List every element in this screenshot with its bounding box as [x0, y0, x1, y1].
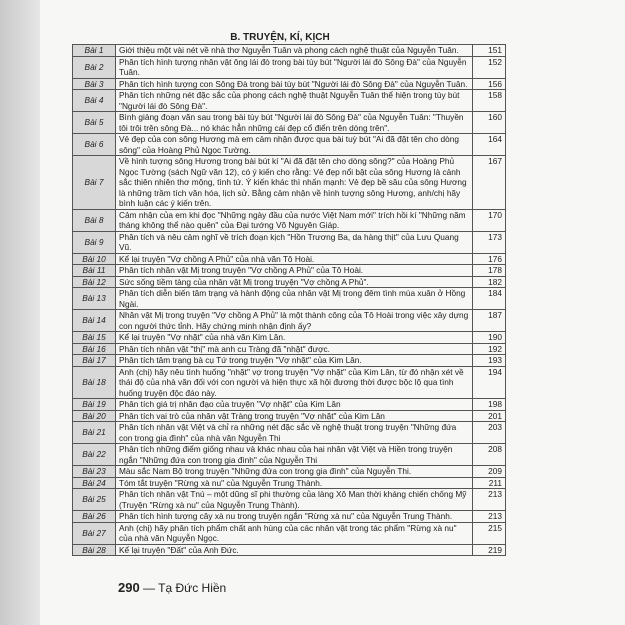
toc-row-title: Phân tích hình tượng con Sông Đà trong bài tùy bút "Người lái đò Sông Đà" của Nguyễn Tuân.	[116, 78, 473, 90]
toc-row-title: Phân tích nhân vật Việt và chỉ ra những nét đặc sắc về nghệ thuật trong truyện "Những đứa con trong gia đình" của nhà văn Nguyễn Thi	[116, 422, 473, 444]
toc-row-label: Bài 9	[73, 231, 116, 253]
toc-row-label: Bài 22	[73, 444, 116, 466]
toc-row-label: Bài 11	[73, 265, 116, 277]
toc-row-page: 152	[473, 56, 506, 78]
toc-row-page: 182	[473, 276, 506, 288]
toc-row-title: Phân tích diễn biến tâm trạng và hành động của nhân vật Mị trong đêm tình mùa xuân ở Hồng Ngài.	[116, 288, 473, 310]
toc-row-title: Phân tích tâm trạng bà cụ Tứ trong truyện "Vợ nhặt" của Kim Lân.	[116, 355, 473, 367]
toc-row-page: 151	[473, 45, 506, 57]
toc-row-title: Phân tích nhân vật "thị" mà anh cu Tràng đã "nhặt" được.	[116, 343, 473, 355]
toc-row-page: 192	[473, 343, 506, 355]
toc-row	[73, 410, 506, 422]
toc-row-page: 201	[473, 410, 506, 422]
toc-row-page: 193	[473, 355, 506, 367]
toc-row-page: 176	[473, 253, 506, 265]
toc-row-page: 215	[473, 522, 506, 544]
toc-row-label: Bài 19	[73, 399, 116, 411]
toc-row	[73, 45, 506, 57]
toc-row-label: Bài 20	[73, 410, 116, 422]
toc-row-title: Kể lại truyện "Vợ nhặt" của nhà văn Kim Lân.	[116, 332, 473, 344]
toc-row	[73, 511, 506, 523]
toc-row-title: Anh (chị) hãy phân tích phẩm chất anh hùng của các nhân vật trong tác phẩm "Rừng xà nu" của nhà văn Nguyễn Ngọc.	[116, 522, 473, 544]
toc-row-title: Cảm nhận của em khi đọc "Những ngày đầu của nước Việt Nam mới" trích hồi kí "Những năm tháng không thể nào quên" của Đại tướng Võ Nguyên Giáp.	[116, 209, 473, 231]
toc-row	[73, 355, 506, 367]
toc-row-title: Sức sống tiềm tàng của nhân vật Mị trong truyện "Vợ chồng A Phủ".	[116, 276, 473, 288]
toc-row-title: Phân tích và nêu cảm nghĩ về trích đoạn kịch "Hồn Trương Ba, da hàng thịt" của Lưu Quang Vũ.	[116, 231, 473, 253]
toc-row	[73, 444, 506, 466]
toc-row	[73, 265, 506, 277]
toc-table	[72, 44, 506, 556]
toc-row-label: Bài 3	[73, 78, 116, 90]
toc-row-page: 184	[473, 288, 506, 310]
toc-row-label: Bài 17	[73, 355, 116, 367]
toc-row-page: 167	[473, 156, 506, 210]
toc-row-title: Phân tích giá trị nhân đạo của truyện "Vợ nhặt" của Kim Lân	[116, 399, 473, 411]
toc-row-title: Phân tích nhân vật Mị trong truyện "Vợ chồng A Phủ" của Tô Hoài.	[116, 265, 473, 277]
toc-row-title: Phân tích hình tượng nhân vật ông lái đò trong bài tùy bút "Người lái đò Sông Đà" của Nguyễn Tuân.	[116, 56, 473, 78]
toc-row-label: Bài 14	[73, 310, 116, 332]
toc-row-label: Bài 5	[73, 112, 116, 134]
toc-row	[73, 477, 506, 489]
toc-row	[73, 231, 506, 253]
toc-row-page: 213	[473, 511, 506, 523]
toc-row	[73, 112, 506, 134]
toc-row	[73, 466, 506, 478]
toc-row	[73, 90, 506, 112]
page-footer	[118, 580, 226, 595]
toc-row-title: Màu sắc Nam Bộ trong truyện "Những đứa con trong gia đình" của Nguyễn Thi.	[116, 466, 473, 478]
toc-row	[73, 209, 506, 231]
toc-row-label: Bài 28	[73, 544, 116, 556]
toc-row	[73, 489, 506, 511]
toc-row-page: 164	[473, 134, 506, 156]
toc-row-title: Giới thiệu một vài nét về nhà thơ Nguyễn Tuân và phong cách nghệ thuật của Nguyễn Tuân.	[116, 45, 473, 57]
toc-row-label: Bài 13	[73, 288, 116, 310]
toc-row-title: Bình giảng đoạn văn sau trong bài tùy bút "Người lái đò Sông Đà" của Nguyễn Tuân: "Thuyền tôi trôi trên sông Đà... nó khác hẳn những cái đẹp cổ điển trên dòng trên".	[116, 112, 473, 134]
toc-row-title: Phân tích hình tượng cây xà nu trong truyện ngắn "Rừng xà nu" của Nguyễn Trung Thành.	[116, 511, 473, 523]
toc-row	[73, 544, 506, 556]
toc-row-title: Kể lại truyện "Vợ chồng A Phủ" của nhà văn Tô Hoài.	[116, 253, 473, 265]
toc-row-page: 156	[473, 78, 506, 90]
toc-row-page: 211	[473, 477, 506, 489]
toc-row-title: Phân tích những điểm giống nhau và khác nhau của hai nhân vật Việt và Hiền trong truyện ngắn "Những đứa con trong gia đình" của Nguyễn Thi	[116, 444, 473, 466]
toc-body	[73, 45, 506, 556]
toc-row	[73, 288, 506, 310]
footer-page-number: 290	[118, 580, 140, 595]
toc-row-title: Vẻ đẹp của con sông Hương mà em cảm nhận được qua bài tuỳ bút "Ai đã đặt tên cho dòng sông" của Hoàng Phủ Ngọc Tường.	[116, 134, 473, 156]
toc-row	[73, 343, 506, 355]
toc-row-page: 178	[473, 265, 506, 277]
toc-row-label: Bài 4	[73, 90, 116, 112]
toc-row-page: 198	[473, 399, 506, 411]
toc-row-page: 219	[473, 544, 506, 556]
footer-author: Tạ Đức Hiền	[158, 581, 227, 595]
toc-row-label: Bài 27	[73, 522, 116, 544]
toc-row-title: Phân tích vai trò của nhân vật Tràng trong truyện "Vợ nhặt" của Kim Lân	[116, 410, 473, 422]
toc-row-label: Bài 23	[73, 466, 116, 478]
toc-row-label: Bài 25	[73, 489, 116, 511]
toc-row-page: 190	[473, 332, 506, 344]
toc-row	[73, 399, 506, 411]
toc-row	[73, 56, 506, 78]
toc-row-label: Bài 12	[73, 276, 116, 288]
toc-row-title: Tóm tắt truyện "Rừng xà nu" của Nguyễn Trung Thành.	[116, 477, 473, 489]
toc-row	[73, 422, 506, 444]
footer-separator: —	[139, 581, 159, 595]
toc-row	[73, 332, 506, 344]
toc-row	[73, 78, 506, 90]
toc-row	[73, 366, 506, 399]
toc-row-label: Bài 15	[73, 332, 116, 344]
toc-row-title: Phân tích những nét đặc sắc của phong cách nghệ thuật Nguyễn Tuân thể hiện trong tùy bút "Người lái đò Sông Đà".	[116, 90, 473, 112]
toc-row-label: Bài 7	[73, 156, 116, 210]
toc-row	[73, 522, 506, 544]
toc-row-title: Kể lại truyện "Đất" của Anh Đức.	[116, 544, 473, 556]
toc-row-label: Bài 24	[73, 477, 116, 489]
toc-row	[73, 253, 506, 265]
toc-row-label: Bài 6	[73, 134, 116, 156]
toc-row-label: Bài 10	[73, 253, 116, 265]
toc-row-label: Bài 16	[73, 343, 116, 355]
toc-row-label: Bài 18	[73, 366, 116, 399]
toc-row-page: 209	[473, 466, 506, 478]
toc-row-page: 158	[473, 90, 506, 112]
toc-row-page: 213	[473, 489, 506, 511]
toc-row-label: Bài 21	[73, 422, 116, 444]
toc-row-title: Về hình tượng sông Hương trong bài bút kí "Ai đã đặt tên cho dòng sông?" của Hoàng Phủ Ngọc Tường (sách Ngữ văn 12), có ý kiến cho rằng: Vẻ đẹp nổi bật của sông Hương là cảnh sắc thiên nhiên thơ mộng, tình tứ. Ý kiến khác thì nhấn mạnh: Vẻ đẹp bề sâu của sông Hương là những trầm tích văn hóa, lịch sử. Bằng cảm nhận về hình tượng sông Hương, anh/chị hãy bình luận các ý kiến trên.	[116, 156, 473, 210]
toc-row	[73, 276, 506, 288]
toc-row-page: 170	[473, 209, 506, 231]
toc-row-label: Bài 1	[73, 45, 116, 57]
toc-row-page: 160	[473, 112, 506, 134]
toc-row-page: 208	[473, 444, 506, 466]
section-title: B. TRUYỆN, KÍ, KỊCH	[230, 32, 330, 43]
toc-row-page: 203	[473, 422, 506, 444]
toc-row-page: 173	[473, 231, 506, 253]
toc-row	[73, 156, 506, 210]
toc-row-title: Phân tích nhân vật Tnú – một dũng sĩ phi thường của làng Xô Man thời kháng chiến chống Mỹ (Truyện "Rừng xà nu" của Nguyễn Trung Thành).	[116, 489, 473, 511]
toc-row-title: Nhân vật Mị trong truyện "Vợ chồng A Phủ" là một thành công của Tô Hoài trong việc xây dựng con người thức tỉnh. Hãy chứng minh nhận định ấy?	[116, 310, 473, 332]
toc-row	[73, 134, 506, 156]
toc-row-title: Anh (chị) hãy nêu tình huống "nhặt" vợ trong truyện "Vợ nhặt" của Kim Lân, từ đó nhận xét về thái độ của nhà văn đối với con người và hiện thực xã hội đương thời được bộc lộ qua tình huống truyện độc đáo này.	[116, 366, 473, 399]
book-fold	[0, 0, 40, 625]
toc-row-label: Bài 8	[73, 209, 116, 231]
toc-row	[73, 310, 506, 332]
toc-row-page: 194	[473, 366, 506, 399]
toc-row-label: Bài 26	[73, 511, 116, 523]
toc-row-label: Bài 2	[73, 56, 116, 78]
toc-row-page: 187	[473, 310, 506, 332]
